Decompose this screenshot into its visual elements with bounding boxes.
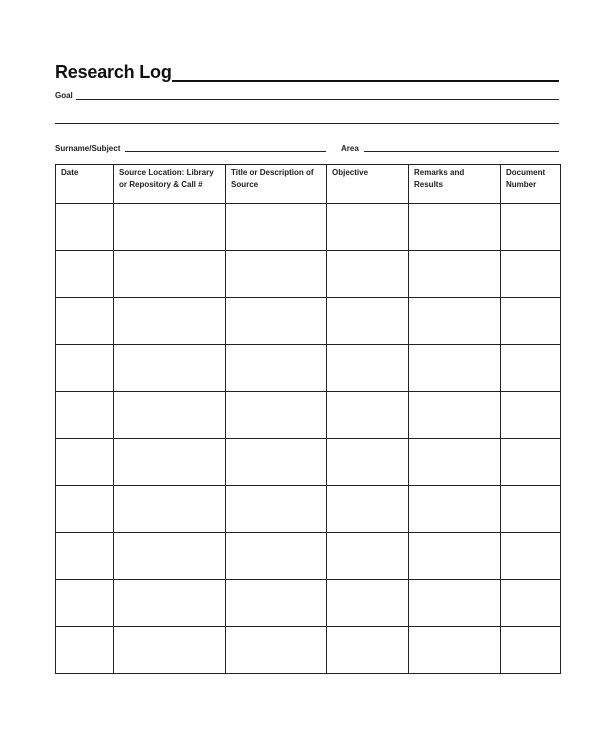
table-row [56, 486, 561, 533]
source-location-cell[interactable] [114, 580, 226, 627]
document-number-cell[interactable] [501, 345, 561, 392]
document-number-cell[interactable] [501, 627, 561, 674]
table-header-row [56, 165, 561, 204]
objective-cell[interactable] [327, 486, 409, 533]
table-row [56, 439, 561, 486]
column-header-document-number: Document Number [501, 165, 561, 204]
remarks-results-cell[interactable] [409, 251, 501, 298]
table-row [56, 627, 561, 674]
objective-cell[interactable] [327, 392, 409, 439]
table-row [56, 204, 561, 251]
remarks-results-cell[interactable] [409, 627, 501, 674]
remarks-results-cell[interactable] [409, 298, 501, 345]
document-number-cell[interactable] [501, 533, 561, 580]
title-description-cell[interactable] [226, 251, 327, 298]
title-description-cell[interactable] [226, 298, 327, 345]
objective-cell[interactable] [327, 580, 409, 627]
column-header-title-description: Title or Description of Source [226, 165, 327, 204]
document-number-cell[interactable] [501, 392, 561, 439]
goal-label: Goal [55, 91, 73, 100]
column-header-remarks-results: Remarks and Results [409, 165, 501, 204]
title-description-cell[interactable] [226, 533, 327, 580]
source-location-cell[interactable] [114, 298, 226, 345]
title-description-cell[interactable] [226, 204, 327, 251]
table-row [56, 392, 561, 439]
source-location-cell[interactable] [114, 345, 226, 392]
goal-input-line[interactable] [76, 99, 559, 100]
title-description-cell[interactable] [226, 486, 327, 533]
title-underline [172, 80, 559, 82]
remarks-results-cell[interactable] [409, 533, 501, 580]
remarks-results-cell[interactable] [409, 486, 501, 533]
document-number-cell[interactable] [501, 486, 561, 533]
column-header-objective: Objective [327, 165, 409, 204]
objective-cell[interactable] [327, 627, 409, 674]
title-description-cell[interactable] [226, 580, 327, 627]
objective-cell[interactable] [327, 345, 409, 392]
source-location-cell[interactable] [114, 439, 226, 486]
document-number-cell[interactable] [501, 204, 561, 251]
page-title: Research Log [55, 62, 172, 82]
remarks-results-cell[interactable] [409, 345, 501, 392]
title-description-cell[interactable] [226, 345, 327, 392]
date-cell[interactable] [56, 392, 114, 439]
table-row [56, 580, 561, 627]
source-location-cell[interactable] [114, 251, 226, 298]
table-row [56, 298, 561, 345]
date-cell[interactable] [56, 204, 114, 251]
surname-subject-input-line[interactable] [125, 151, 326, 152]
table-row [56, 533, 561, 580]
date-cell[interactable] [56, 345, 114, 392]
date-cell[interactable] [56, 580, 114, 627]
surname-subject-label: Surname/Subject [55, 144, 121, 153]
remarks-results-cell[interactable] [409, 439, 501, 486]
table-row [56, 251, 561, 298]
title-description-cell[interactable] [226, 439, 327, 486]
table-row [56, 345, 561, 392]
research-log-table [55, 164, 561, 674]
remarks-results-cell[interactable] [409, 392, 501, 439]
source-location-cell[interactable] [114, 533, 226, 580]
date-cell[interactable] [56, 439, 114, 486]
objective-cell[interactable] [327, 204, 409, 251]
date-cell[interactable] [56, 533, 114, 580]
source-location-cell[interactable] [114, 486, 226, 533]
objective-cell[interactable] [327, 251, 409, 298]
title-description-cell[interactable] [226, 627, 327, 674]
date-cell[interactable] [56, 251, 114, 298]
document-number-cell[interactable] [501, 298, 561, 345]
document-number-cell[interactable] [501, 580, 561, 627]
document-number-cell[interactable] [501, 251, 561, 298]
area-label: Area [341, 144, 359, 153]
source-location-cell[interactable] [114, 204, 226, 251]
objective-cell[interactable] [327, 533, 409, 580]
remarks-results-cell[interactable] [409, 204, 501, 251]
date-cell[interactable] [56, 298, 114, 345]
objective-cell[interactable] [327, 298, 409, 345]
title-description-cell[interactable] [226, 392, 327, 439]
document-number-cell[interactable] [501, 439, 561, 486]
source-location-cell[interactable] [114, 392, 226, 439]
goal-input-line-2[interactable] [55, 123, 559, 124]
column-header-date: Date [56, 165, 114, 204]
remarks-results-cell[interactable] [409, 580, 501, 627]
area-input-line[interactable] [364, 151, 559, 152]
date-cell[interactable] [56, 627, 114, 674]
column-header-source-location: Source Location: Library or Repository & Call # [114, 165, 226, 204]
objective-cell[interactable] [327, 439, 409, 486]
source-location-cell[interactable] [114, 627, 226, 674]
date-cell[interactable] [56, 486, 114, 533]
